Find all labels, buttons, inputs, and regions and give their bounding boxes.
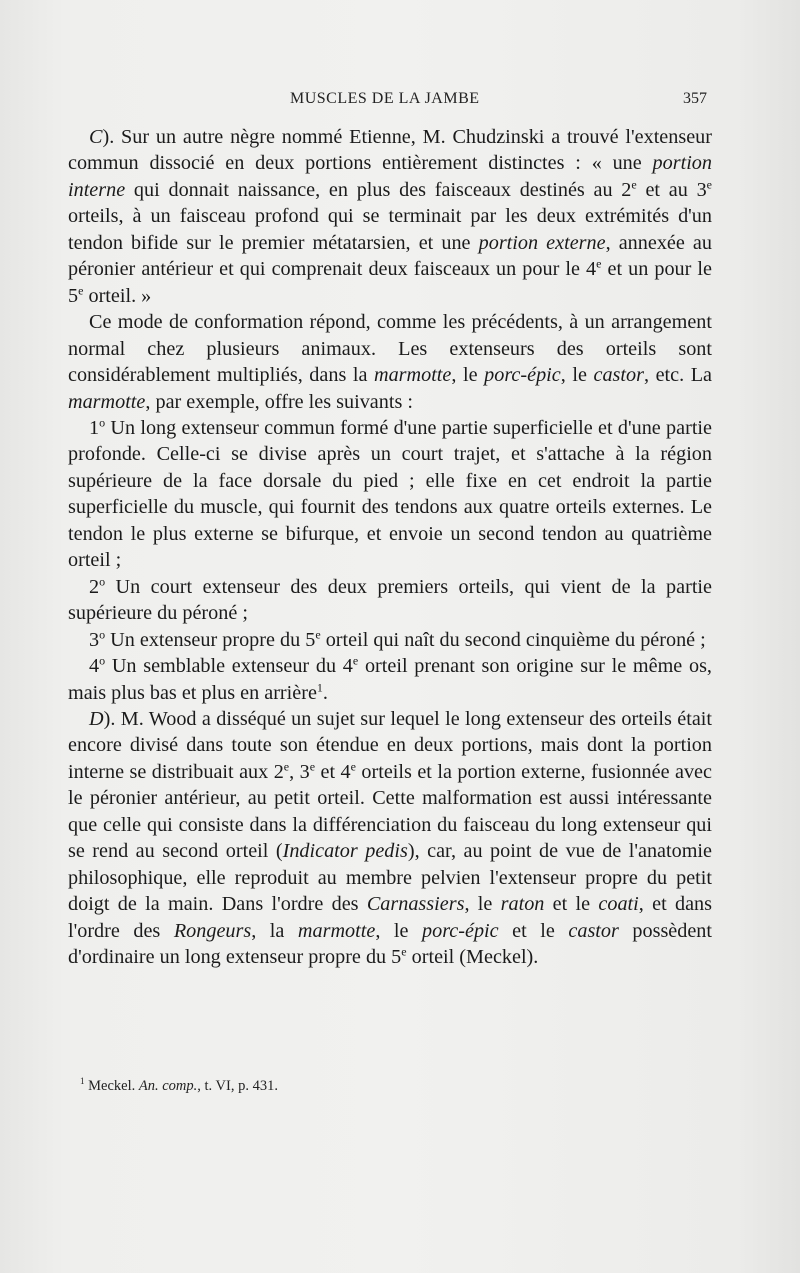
paragraph-d: D). M. Wood a disséqué un sujet sur lequel le long extenseur des orteils était encore divisé dans toute son étendue en deux portions, mais dont la portion interne se distribuait aux 2e, 3e et 4e orteils et la portion externe, fusionnée avec le péronier antérieur, au petit orteil. Cette malformation est aussi intéressante que celle qui consiste dans la différenciation du faisceau du long extenseur qui se rend au second orteil (Indicator pedis), car, au point de vue de l'anatomie philosophique, elle reproduit au membre pelvien l'extenseur propre du petit doigt de la main. Dans l'ordre des Carnassiers, le raton et le coati, et dans l'ordre des Rongeurs, la marmotte, le porc-épic et le castor possèdent d'ordinaire un long extenseur propre du 5e orteil (Meckel). bbox=[68, 707, 713, 969]
paragraph-mode: Ce mode de conformation répond, comme les précédents, à un arrangement normal chez plusieurs animaux. Les extenseurs des orteils sont considérablement multipliés, dans la marmotte, le porc-épic, le castor, etc. La marmotte, par exemple, offre les suivants : bbox=[68, 311, 713, 413]
footnote: $^1$ Meckel. An. comp., t. VI, p. 431. bbox=[80, 1076, 278, 1094]
paragraph-c: C). Sur un autre nègre nommé Etienne, M. Chudzinski a trouvé l'extenseur commun dissocié en deux portions entièrement distinctes : « une portion interne qui donnait naissance, en plus des faisceaux destinés au 2e et au 3e orteils, à un faisceau profond qui se terminait par les deux extrémités d'un tendon bifide sur le premier métatarsien, et une portion externe, annexée au péronier antérieur et qui comprenait deux faisceaux un pour le 4e et un pour le 5e orteil. » bbox=[68, 126, 712, 307]
page-header bbox=[0, 90, 800, 114]
body-text bbox=[68, 124, 712, 971]
list-item-1: 1$^o$ Un long extenseur commun formé d'une partie superficielle et d'une partie profonde. Celle-ci se divise après un court trajet, et s'attache à la région supérieure de la face dorsale du pied ; elle fixe en cet endroit la partie superficielle du muscle, qui fournit des tendons aux quatre orteils externes. Le tendon le plus externe se bifurque, et envoie un second tendon au quatrième orteil ; bbox=[68, 415, 712, 572]
list-item-2: 2$^o$ Un court extenseur des deux premiers orteils, qui vient de la partie supérieure du péroné ; bbox=[68, 573, 712, 625]
list-item-4: 4$^o$ Un semblable extenseur du 4e orteil prenant son origine sur le même os, mais plus bas et plus en arrière$^1$. bbox=[68, 653, 712, 704]
list-item-3: 3$^o$ Un extenseur propre du 5e orteil qui naît du second cinquième du péroné ; bbox=[89, 626, 706, 651]
page-number: 357 bbox=[683, 90, 707, 107]
running-title: MUSCLES DE LA JAMBE bbox=[290, 90, 480, 107]
